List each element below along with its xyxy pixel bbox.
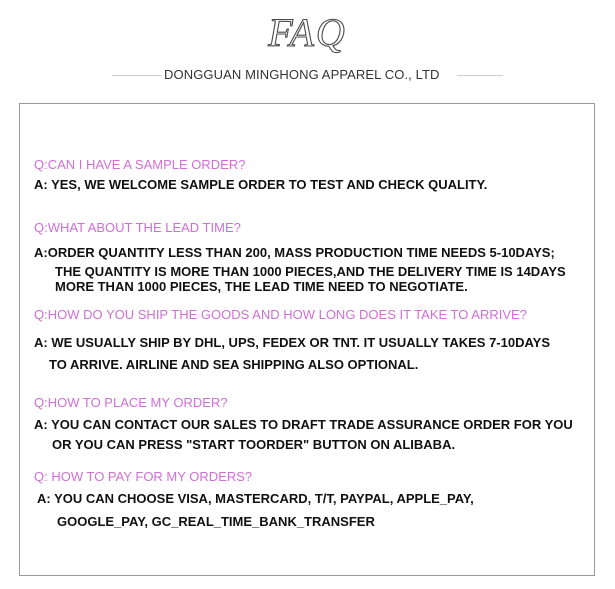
- divider-left: [112, 75, 162, 76]
- faq-answer-lead-time-line-3: MORE THAN 1000 PIECES, THE LEAD TIME NEED TO NEGOTIATE.: [55, 279, 468, 294]
- company-header: [0, 64, 615, 88]
- faq-answer-payment-line-1: A: YOU CAN CHOOSE VISA, MASTERCARD, T/T, PAYPAL, APPLE_PAY,: [37, 491, 474, 506]
- faq-answer-shipping-line-1: A: WE USUALLY SHIP BY DHL, UPS, FEDEX OR TNT. IT USUALLY TAKES 7-10DAYS: [34, 335, 551, 350]
- faq-question-sample-order: Q:CAN I HAVE A SAMPLE ORDER?: [34, 157, 246, 172]
- faq-question-shipping: Q:HOW DO YOU SHIP THE GOODS AND HOW LONG DOES IT TAKE TO ARRIVE?: [34, 307, 527, 322]
- faq-question-lead-time: Q:WHAT ABOUT THE LEAD TIME?: [34, 220, 241, 235]
- faq-answer-shipping-line-2: TO ARRIVE. AIRLINE AND SEA SHIPPING ALSO OPTIONAL.: [49, 357, 419, 372]
- faq-answer-payment-line-2: GOOGLE_PAY, GC_REAL_TIME_BANK_TRANSFER: [57, 514, 375, 529]
- faq-answer-place-order-line-2: OR YOU CAN PRESS "START TOORDER" BUTTON ON ALIBABA.: [52, 437, 456, 452]
- faq-answer-lead-time-line-1: A:ORDER QUANTITY LESS THAN 200, MASS PRODUCTION TIME NEEDS 5-10DAYS;: [34, 245, 555, 260]
- faq-logo: [0, 8, 615, 58]
- faq-answer-place-order-line-1: A: YOU CAN CONTACT OUR SALES TO DRAFT TRADE ASSURANCE ORDER FOR YOU: [34, 417, 573, 432]
- faq-answer-lead-time-line-2: THE QUANTITY IS MORE THAN 1000 PIECES,AND THE DELIVERY TIME IS 14DAYS: [55, 264, 566, 279]
- faq-answer-sample-order: A: YES, WE WELCOME SAMPLE ORDER TO TEST AND CHECK QUALITY.: [34, 177, 488, 192]
- company-name: DONGGUAN MINGHONG APPAREL CO., LTD: [164, 67, 440, 82]
- divider-right: [457, 75, 503, 76]
- faq-question-payment: Q: HOW TO PAY FOR MY ORDERS?: [34, 469, 253, 484]
- faq-box: [19, 103, 595, 576]
- faq-question-place-order: Q:HOW TO PLACE MY ORDER?: [34, 395, 228, 410]
- faq-logo-text: FAQ: [268, 10, 347, 55]
